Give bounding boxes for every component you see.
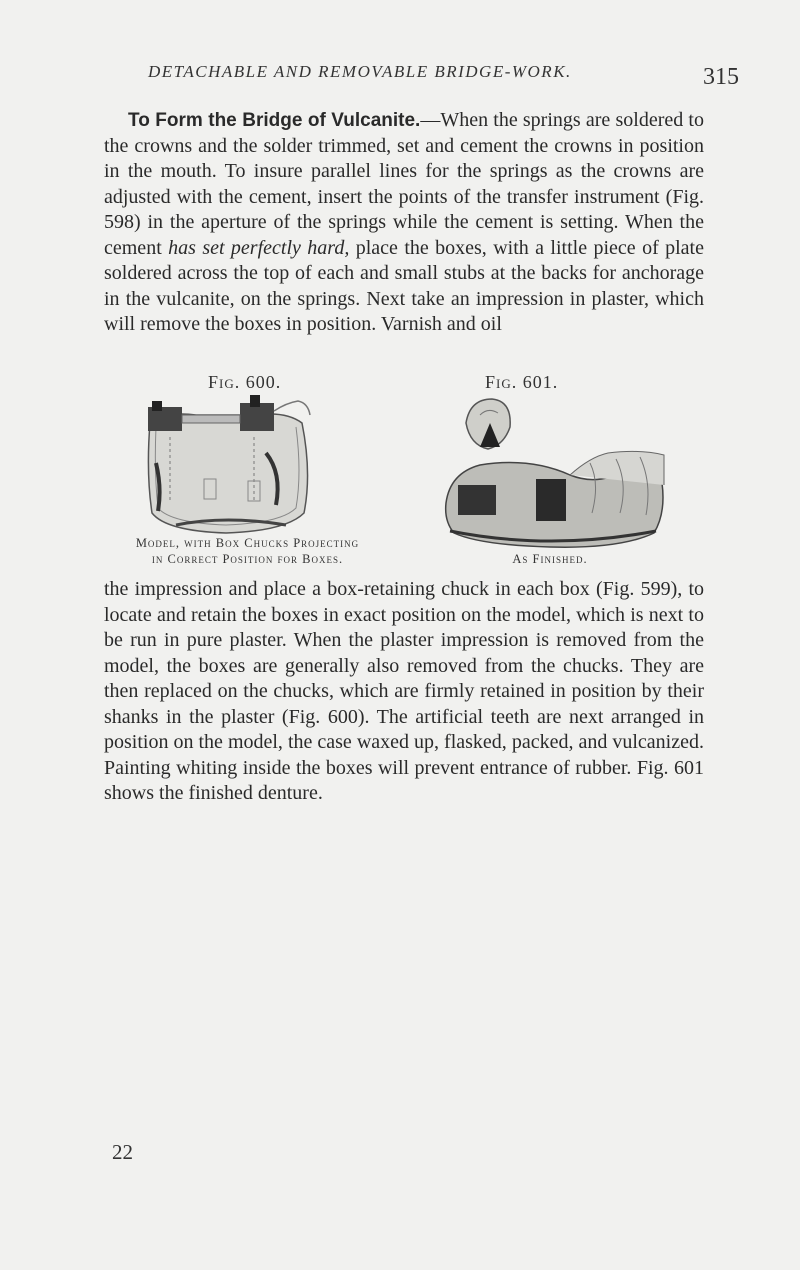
paragraph-1-text-b: place the boxes, with a little piece of plate soldered across the top of each and small stubs at the backs for anchorage in the vulcanite, on the springs. Next take an impression in plaster, which will remove the boxes in position. Varnish and oil [104,236,704,335]
paragraph-2: the impression and place a box-retaining chuck in each box (Fig. 599), to locate and retain the boxes in exact position on the model, which is next to be run in pure plaster. When the plaster impression is removed from the model, the boxes are generally also removed from the chucks. They are then replaced on the chucks, which are firmly retained in position by their shanks in the plaster (Fig. 600). The artificial teeth are next arranged in position on the model, the case waxed up, flasked, packed, and vulcanized. Painting whiting inside the boxes will prevent entrance of rubber. Fig. 601 shows the finished denture. [104,578,704,804]
page-number: 315 [703,64,739,90]
fig-600-label: Fig. 600. [208,372,282,392]
fig-600-illustration [136,393,316,541]
section-heading: To Form the Bridge of Vulcanite. [128,110,421,131]
fig-601-label: Fig. 601. [485,372,559,392]
fig-601-illustration [440,393,670,551]
paragraph-1-text-a: When the springs are soldered to the crowns and the solder trimmed, set and cement the crowns in position in the mouth. To insure parallel lines for the springs as the crowns are adjusted with the cement, insert the points of the transfer instrument (Fig. 598) in the aperture of the springs while the cement is setting. When the cement [104,109,704,259]
paragraph-1-emphasis: has set perfectly hard, [168,236,350,259]
fig-600-caption-line-2: in Correct Position for Boxes. [151,552,344,566]
fig-601-caption: As Finished. [512,552,588,566]
fig-600-caption-line-1: Model, with Box Chucks Projecting [135,536,360,550]
paragraph-1 [104,108,704,338]
running-head: DETACHABLE AND REMOVABLE BRIDGE-WORK. [148,62,572,81]
heading-dash: — [420,109,441,131]
signature-mark: 22 [112,1140,133,1164]
fig-600-caption [120,535,375,567]
